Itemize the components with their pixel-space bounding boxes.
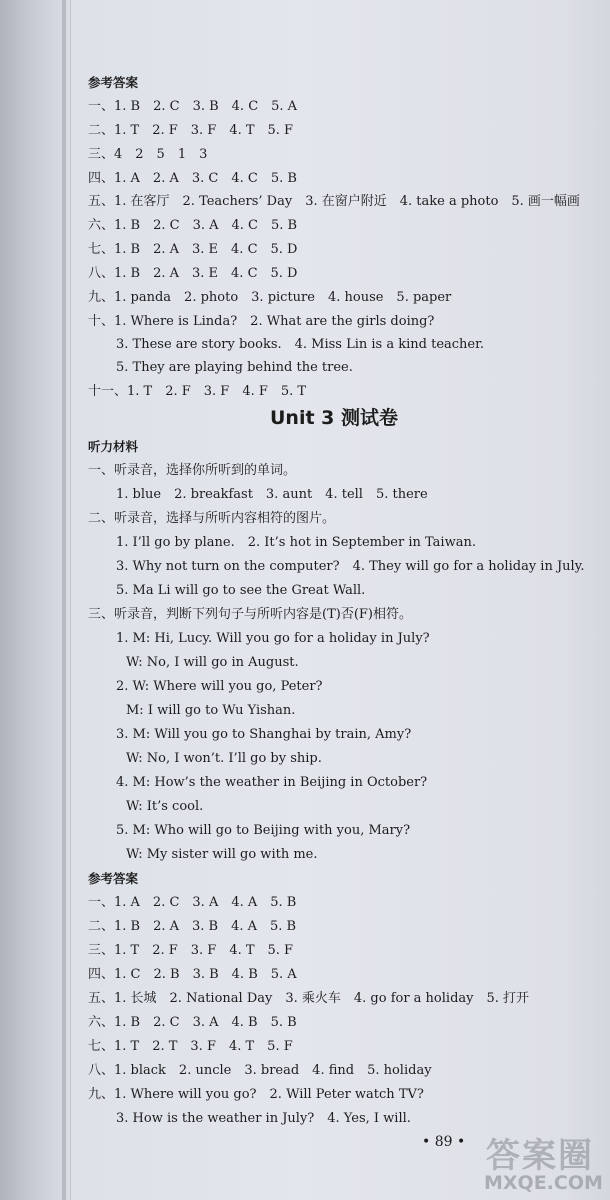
binding-line [70, 0, 71, 1200]
answer-line: 七、1. B 2. A 3. E 4. C 5. D [88, 242, 298, 257]
question-heading: 一、听录音，选择你所听到的单词。 [88, 463, 297, 478]
dialogue-line: 4. M: How’s the weather in Beijing in October? [116, 775, 428, 790]
listening-line: 1. blue 2. breakfast 3. aunt 4. tell 5. there [116, 487, 428, 502]
answer-line: 六、1. B 2. C 3. A 4. B 5. B [88, 1015, 297, 1030]
listening-header: 听力材料 [88, 439, 139, 454]
listening-line: 1. I’ll go by plane. 2. It’s hot in September in Taiwan. [116, 535, 476, 550]
question-heading: 二、听录音，选择与所听内容相符的图片。 [88, 511, 336, 526]
listening-line: 5. Ma Li will go to see the Great Wall. [116, 583, 366, 598]
answer-line: 三、1. T 2. F 3. F 4. T 5. F [88, 943, 294, 958]
answer-line: 五、1. 长城 2. National Day 3. 乘火车 4. go for a holiday 5. 打开 [88, 991, 530, 1006]
answer-line: 八、1. B 2. A 3. E 4. C 5. D [88, 266, 298, 281]
binding-spine [62, 0, 66, 1200]
dialogue-line: 3. M: Will you go to Shanghai by train, Amy? [116, 727, 412, 742]
dialogue-line: W: It’s cool. [126, 799, 204, 814]
answer-line: 四、1. A 2. A 3. C 4. C 5. B [88, 171, 297, 186]
dialogue-line: 1. M: Hi, Lucy. Will you go for a holiday in July? [116, 631, 430, 646]
watermark-logo [478, 1128, 610, 1198]
answer-line: 3. How is the weather in July? 4. Yes, I will. [116, 1111, 411, 1126]
answer-line: 十、1. Where is Linda? 2. What are the girls doing? [88, 314, 435, 329]
answer-line: 十一、1. T 2. F 3. F 4. F 5. T [88, 384, 307, 399]
answer-line: 七、1. T 2. T 3. F 4. T 5. F [88, 1039, 293, 1054]
question-heading: 三、听录音，判断下列句子与所听内容是(T)否(F)相符。 [88, 607, 412, 622]
answer-line: 一、1. B 2. C 3. B 4. C 5. A [88, 99, 298, 114]
dialogue-line: W: No, I will go in August. [126, 655, 299, 670]
answer-header: 参考答案 [88, 75, 139, 90]
dialogue-line: M: I will go to Wu Yishan. [126, 703, 296, 718]
dialogue-line: 5. M: Who will go to Beijing with you, Mary? [116, 823, 411, 838]
answer-line: 九、1. panda 2. photo 3. picture 4. house 5. paper [88, 290, 452, 305]
listening-line: 3. Why not turn on the computer? 4. They will go for a holiday in July. [116, 559, 585, 574]
watermark-site: MXQE.COM [484, 1172, 603, 1194]
answer-line: 九、1. Where will you go? 2. Will Peter watch TV? [88, 1087, 424, 1102]
dialogue-line: W: My sister will go with me. [126, 847, 318, 862]
answer-line: 六、1. B 2. C 3. A 4. C 5. B [88, 218, 298, 233]
page-number: • 89 • [422, 1134, 466, 1150]
answer-line: 一、1. A 2. C 3. A 4. A 5. B [88, 895, 297, 910]
answer-line: 5. They are playing behind the tree. [116, 360, 353, 375]
watermark-mark: 答案圈 [486, 1136, 594, 1176]
answer-line: 五、1. 在客厅 2. Teachers’ Day 3. 在窗户附近 4. take a photo 5. 画一幅画 [88, 194, 580, 209]
unit-title: Unit 3 测试卷 [270, 407, 398, 429]
dialogue-line: W: No, I won’t. I’ll go by ship. [126, 751, 322, 766]
answer-line: 八、1. black 2. uncle 3. bread 4. find 5. holiday [88, 1063, 432, 1078]
answer-header: 参考答案 [88, 871, 139, 886]
answer-line: 3. These are story books. 4. Miss Lin is a kind teacher. [116, 337, 485, 352]
answer-line: 二、1. T 2. F 3. F 4. T 5. F [88, 123, 294, 138]
answer-line: 二、1. B 2. A 3. B 4. A 5. B [88, 919, 297, 934]
dialogue-line: 2. W: Where will you go, Peter? [116, 679, 323, 694]
answer-line: 三、4 2 5 1 3 [88, 147, 208, 162]
answer-line: 四、1. C 2. B 3. B 4. B 5. A [88, 967, 297, 982]
